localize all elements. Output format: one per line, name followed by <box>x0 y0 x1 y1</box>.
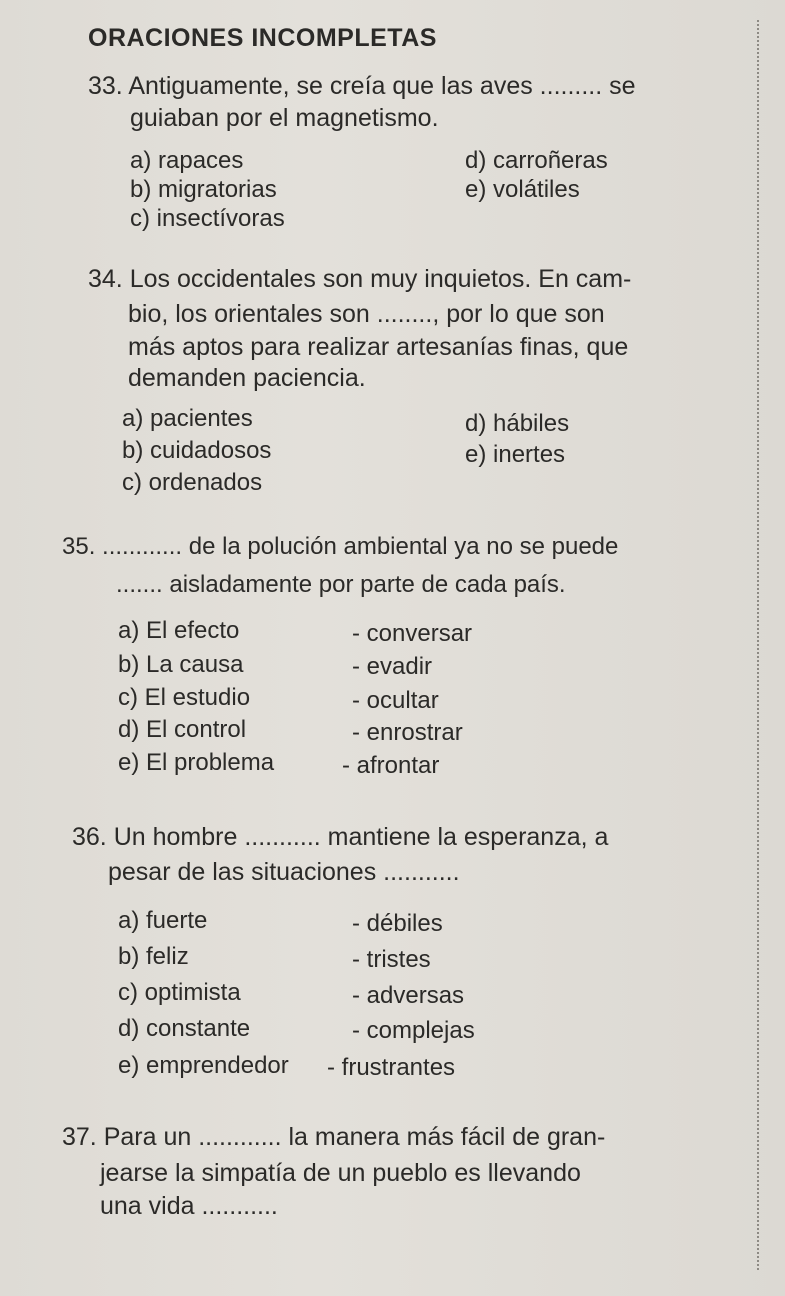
q33-option-b: b) migratorias <box>130 176 277 203</box>
q34-option-e: e) inertes <box>465 441 566 468</box>
q36-option-a-left: a) fuerte <box>118 907 208 934</box>
q36-stem-line2: pesar de las situaciones ........... <box>108 858 460 886</box>
q35-option-d-right: - enrostrar <box>352 719 463 746</box>
q33-stem-line2: guiaban por el magnetismo. <box>130 104 439 132</box>
q34-stem-line1: 34. Los occidentales son muy inquietos. En cam- <box>88 265 632 293</box>
q35-option-b-right: - evadir <box>352 653 433 680</box>
q36-option-e-left: e) emprendedor <box>118 1052 289 1079</box>
q37-stem-line2: jearse la simpatía de un pueblo es llevando <box>100 1159 581 1187</box>
q33-stem-line1: 33. Antiguamente, se creía que las aves ......... se <box>88 72 636 100</box>
q34-stem-line4: demanden paciencia. <box>128 364 366 392</box>
q36-option-c-right: - adversas <box>352 982 465 1009</box>
q35-option-c-left: c) El estudio <box>118 684 251 711</box>
q36-stem-line1: 36. Un hombre ........... mantiene la esperanza, a <box>72 823 609 851</box>
q34-option-b: b) cuidadosos <box>122 437 272 464</box>
q34-option-d: d) hábiles <box>465 410 570 437</box>
q33-option-a: a) rapaces <box>130 147 244 174</box>
q34-stem-line2: bio, los orientales son ........, por lo que son <box>128 300 605 328</box>
page-dotted-edge <box>757 20 759 1270</box>
q36-option-a-right: - débiles <box>352 910 443 937</box>
q35-option-e-right: - afrontar <box>342 752 440 779</box>
q36-option-d-right: - complejas <box>352 1017 475 1044</box>
q35-option-a-left: a) El efecto <box>118 617 240 644</box>
q36-option-b-right: - tristes <box>352 946 431 973</box>
q35-option-c-right: - ocultar <box>352 687 439 714</box>
q33-option-c: c) insectívoras <box>130 205 285 232</box>
q33-option-e: e) volátiles <box>465 176 580 203</box>
q36-option-d-left: d) constante <box>118 1015 251 1042</box>
q35-option-b-left: b) La causa <box>118 651 244 678</box>
q36-option-e-right: - frustrantes <box>327 1054 456 1081</box>
q36-option-b-left: b) feliz <box>118 943 189 970</box>
section-heading: ORACIONES INCOMPLETAS <box>88 24 437 52</box>
q35-option-a-right: - conversar <box>352 620 473 647</box>
q34-stem-line3: más aptos para realizar artesanías finas, que <box>128 333 629 361</box>
q36-option-c-left: c) optimista <box>118 979 241 1006</box>
q34-option-c: c) ordenados <box>122 469 263 496</box>
q35-option-e-left: e) El problema <box>118 749 275 776</box>
q34-option-a: a) pacientes <box>122 405 253 432</box>
q33-option-d: d) carroñeras <box>465 147 608 174</box>
q35-stem-line2: ....... aisladamente por parte de cada país. <box>116 571 566 598</box>
q37-stem-line3: una vida ........... <box>100 1192 278 1220</box>
q37-stem-line1: 37. Para un ............ la manera más fácil de gran- <box>62 1123 606 1151</box>
q35-stem-line1: 35. ............ de la polución ambiental ya no se puede <box>62 533 619 560</box>
q35-option-d-left: d) El control <box>118 716 247 743</box>
